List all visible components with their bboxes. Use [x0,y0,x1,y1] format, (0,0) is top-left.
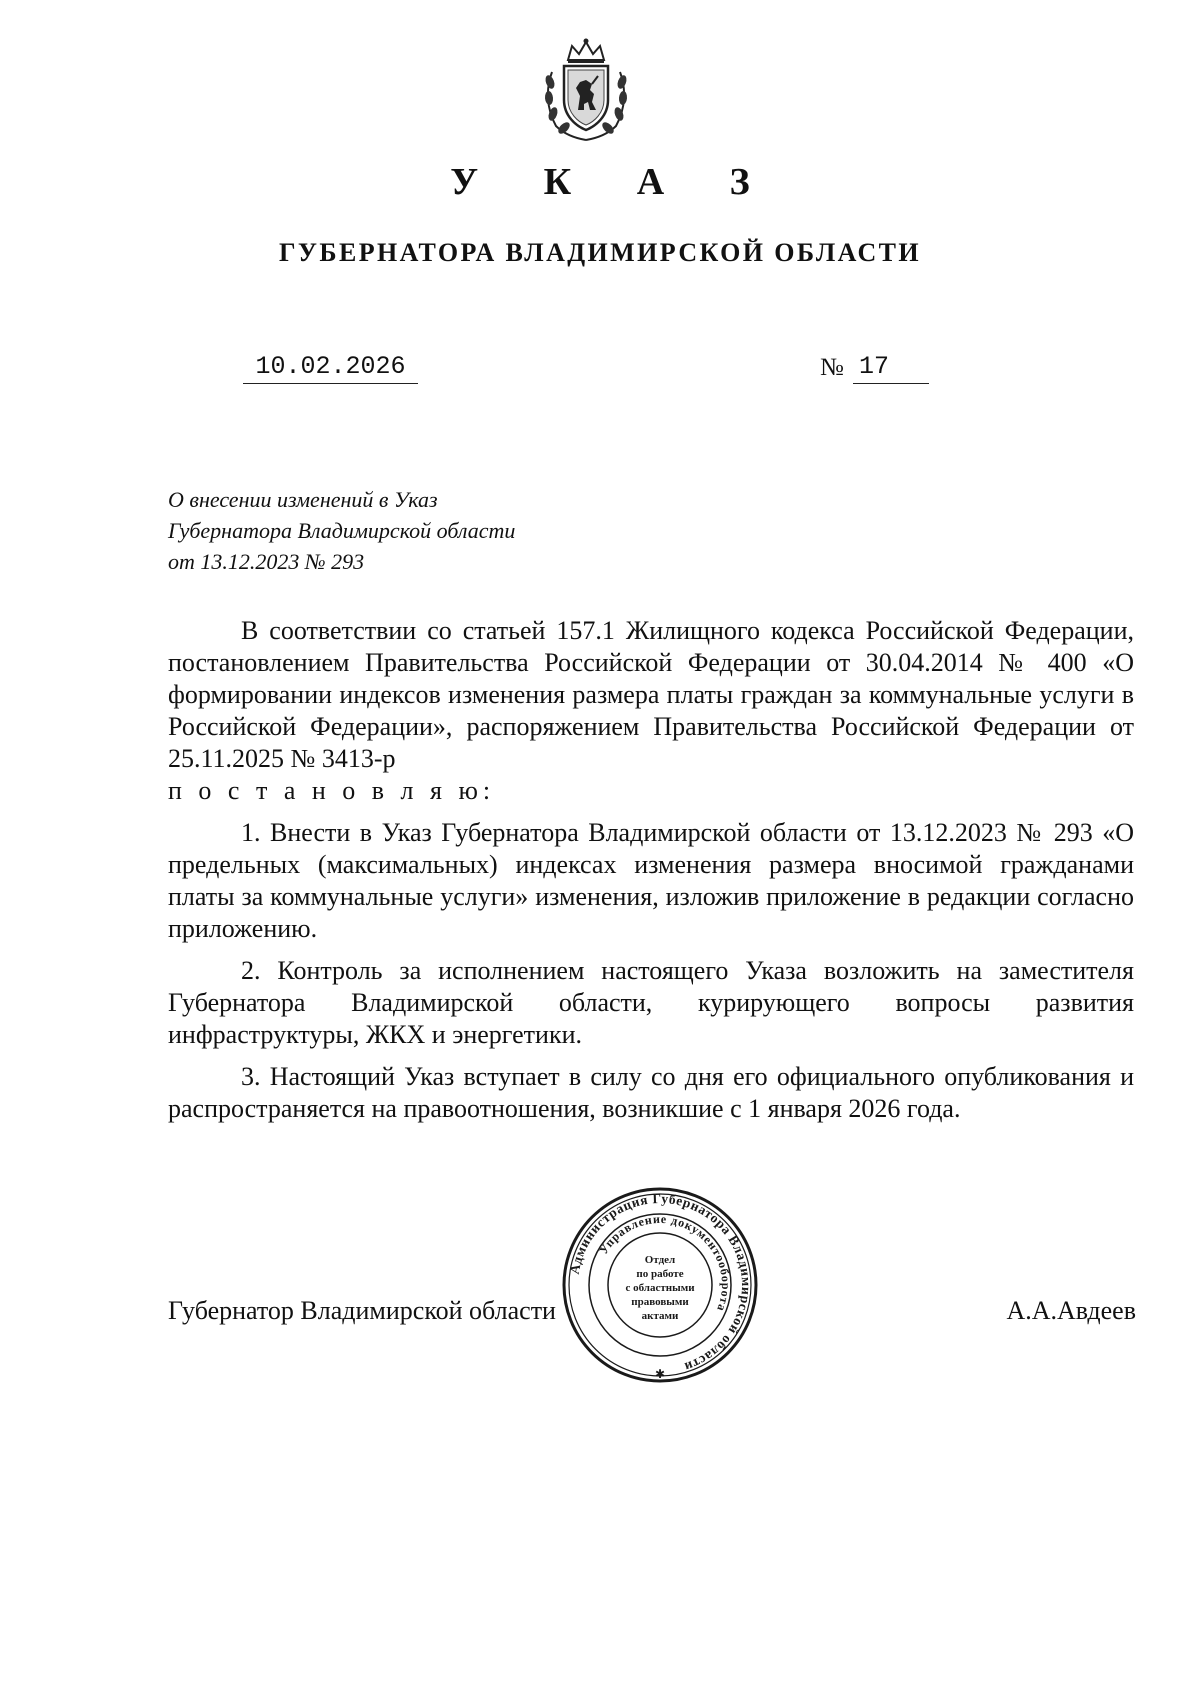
signatory-name: А.А.Авдеев [1006,1296,1136,1325]
preamble-paragraph [168,615,1134,807]
heading-line: от 13.12.2023 № 293 [168,549,365,574]
document-date: 10.02.2026 [243,352,418,384]
document-title: У К А З [450,161,778,203]
stamp-center-line: актами [641,1310,679,1322]
stamp-inner-ring-text: Управление документооборота [596,1211,734,1314]
document-subtitle: ГУБЕРНАТОРА ВЛАДИМИРСКОЙ ОБЛАСТИ [278,238,922,267]
heading-line: Губернатора Владимирской области [168,518,516,543]
official-stamp [560,1185,760,1385]
number-sign: № [820,354,844,381]
stamp-center-line: с областными [625,1282,695,1294]
stamp-center-line: правовыми [631,1296,689,1308]
stamp-star-icon: ✱ [654,1367,666,1381]
stamp-center-line: Отдел [644,1254,676,1266]
resolve-word: п о с т а н о в л я ю: [168,776,496,805]
item-paragraph-2: 2. Контроль за исполнением настоящего Указа возложить на заместителя Губернатора Владимирской области, курирующего вопросы развития инфраструктуры, ЖКХ и энергетики. [168,956,1134,1049]
document-heading [168,484,628,577]
heading-line: О внесении изменений в Указ [168,487,438,512]
coat-of-arms-emblem [538,38,634,142]
item-paragraph-1: 1. Внести в Указ Губернатора Владимирской области от 13.12.2023 № 293 «О предельных (максимальных) индексах изменения размера вносимой гражданами платы за коммунальные услуги» изменения, изложив приложение в редакции согласно приложению. [168,818,1134,943]
stamp-outer-ring-text: Администрация Губернатора Владимирской области [566,1190,755,1376]
stamp-center-line: по работе [636,1268,684,1280]
signatory-position: Губернатор Владимирской области [168,1296,556,1325]
preamble-text: В соответствии со статьей 157.1 Жилищного кодекса Российской Федерации, постановлением Правительства Российской Федерации от 30.04.2014 № 400 «О формировании индексов изменения размера платы граждан за коммунальные услуги в Российской Федерации», распоряжением Правительства Российской Федерации от 25.11.2025 № 3413-р [168,616,1134,773]
document-body [168,615,1134,1135]
document-number: 17 [853,352,929,384]
item-paragraph-3: 3. Настоящий Указ вступает в силу со дня его официального опубликования и распространяется на правоотношения, возникшие с 1 января 2026 года. [168,1062,1134,1123]
